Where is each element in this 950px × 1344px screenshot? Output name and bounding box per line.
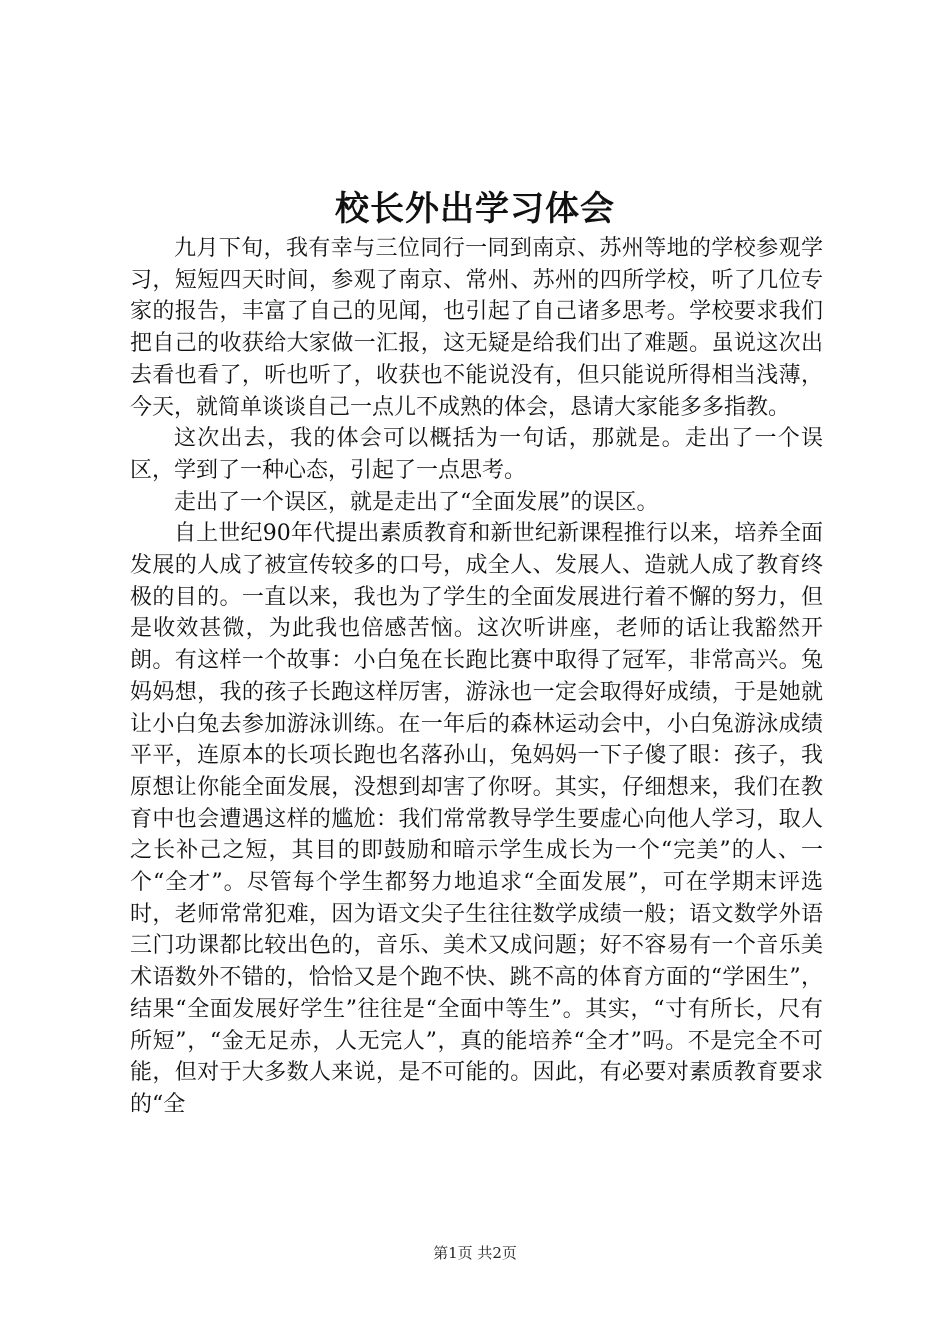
paragraph-2: 这次出去，我的体会可以概括为一句话，那就是。走出了一个误区，学到了一种心态，引起了一点思考。 (130, 426, 823, 483)
paragraph-4: 自上世纪90年代提出素质教育和新世纪新课程推行以来，培养全面发展的人成了被宣传较多的口号，成全人、发展人、造就人成了教育终极的目的。一直以来，我也为了学生的全面发展进行着不懈的努力，但是收效甚微，为此我也倍感苦恼。这次听讲座，老师的话让我豁然开朗。有这样一个故事：小白兔在长跑比赛中取得了冠军，非常高兴。兔妈妈想，我的孩子长跑这样厉害，游泳也一定会取得好成绩，于是她就让小白兔去参加游泳训练。在一年后的森林运动会中，小白兔游泳成绩平平，连原本的长项长跑也名落孙山，兔妈妈一下子傻了眼：孩子，我原想让你能全面发展，没想到却害了你呀。其实，仔细想来，我们在教育中也会遭遇这样的尴尬：我们常常教导学生要虚心向他人学习，取人之长补己之短，其目的即鼓励和暗示学生成长为一个“完美”的人、一个“全才”。尽管每个学生都努力地追求“全面发展”，可在学期末评选时，老师常常犯难，因为语文尖子生往往数学成绩一般；语文数学外语三门功课都比较出色的，音乐、美术又成问题；好不容易有一个音乐美术语数外不错的，恰恰又是个跑不快、跳不高的体育方面的“学困生”，结果“全面发展好学生”往往是“全面中等生”。其实，“寸有所长，尺有所短”，“金无足赤，人无完人”，真的能培养“全才”吗。不是完全不可能，但对于大多数人来说，是不可能的。因此，有必要对素质教育要求的“全 (130, 521, 823, 1117)
paragraph-3: 走出了一个误区，就是走出了“全面发展”的误区。 (174, 489, 659, 515)
paragraph-1: 九月下旬，我有幸与三位同行一同到南京、苏州等地的学校参观学习，短短四天时间，参观了南京、常州、苏州的四所学校，听了几位专家的报告，丰富了自己的见闻，也引起了自己诸多思考。学校要求我们把自己的收获给大家做一汇报，这无疑是给我们出了难题。虽说这次出去看也看了，听也听了，收获也不能说没有，但只能说所得相当浅薄，今天，就简单谈谈自己一点儿不成熟的体会，恳请大家能多多指教。 (130, 236, 823, 420)
document-title: 校长外出学习体会 (335, 189, 615, 229)
document-body (130, 233, 823, 1121)
page-footer: 第1页 共2页 (433, 1244, 517, 1262)
